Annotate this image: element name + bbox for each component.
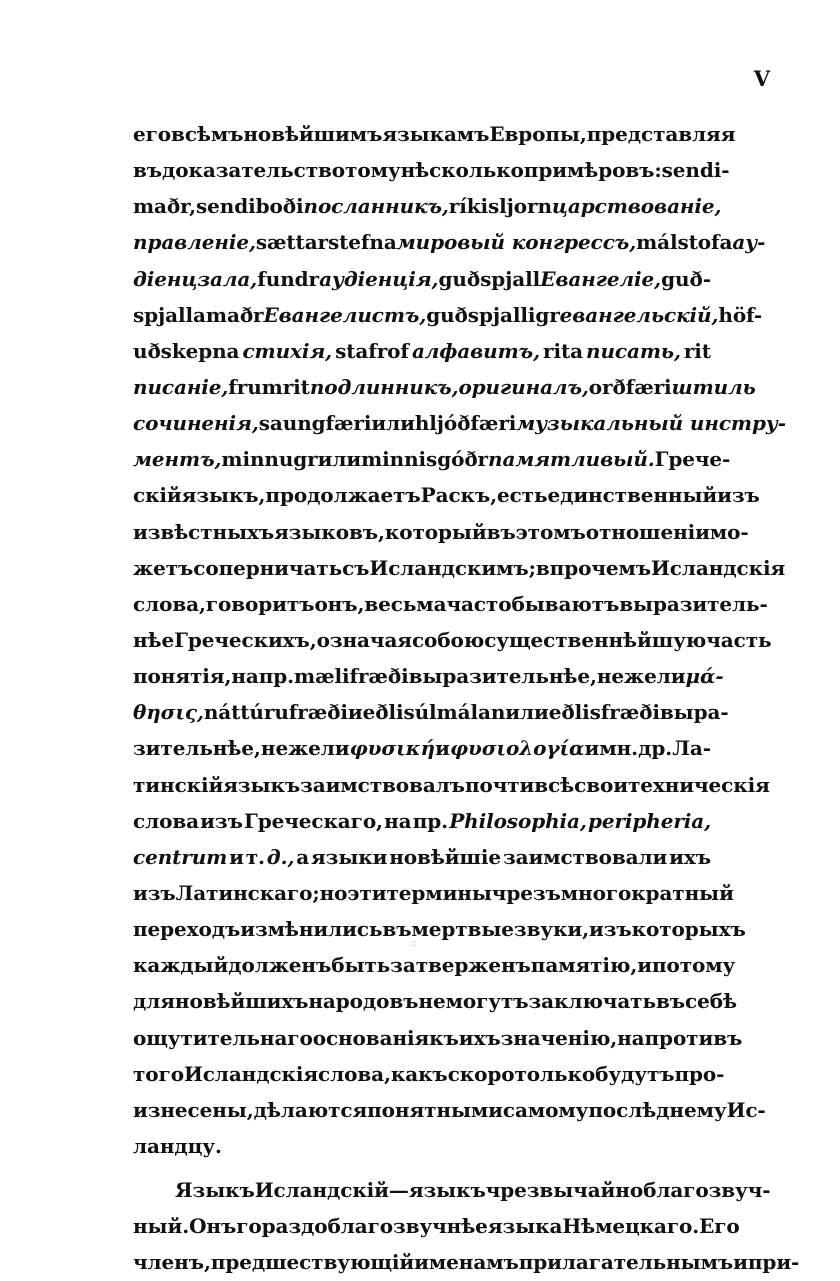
- italic-word: [350, 730, 435, 766]
- italic-text: μά-: [685, 664, 724, 689]
- italic-text: Евангелистъ,: [263, 302, 427, 327]
- print-speck: ::: [410, 938, 417, 949]
- italic-word: [449, 803, 587, 839]
- word: въ: [382, 917, 412, 942]
- italic-word: [732, 224, 765, 260]
- word: всѣмъ: [171, 122, 244, 146]
- word: и: [435, 736, 450, 761]
- italic-text: посланникъ,: [303, 194, 449, 219]
- word: его: [133, 122, 172, 146]
- word: ощутительнаго: [133, 1025, 313, 1050]
- word: значенію,: [500, 1025, 618, 1050]
- italic-word: [242, 333, 332, 369]
- word: языковъ,: [274, 519, 385, 544]
- italic-text: подлинникъ,: [309, 374, 459, 399]
- italic-text: Евангеліе,: [540, 266, 662, 291]
- italic-word: [304, 188, 449, 224]
- word: языкъ: [223, 772, 301, 797]
- word: слова,: [133, 591, 206, 616]
- word: языкъ: [408, 1178, 486, 1203]
- italic-word: [672, 369, 756, 405]
- word: только: [514, 1061, 596, 1086]
- text-line: [133, 369, 756, 405]
- word: sendiboði: [196, 194, 304, 219]
- text-line: [133, 911, 746, 947]
- text-line: [133, 839, 711, 875]
- italic-text: θησις,: [133, 700, 204, 725]
- word: техническія: [628, 772, 770, 797]
- italic-word: [588, 803, 711, 839]
- word: Грече-: [654, 447, 731, 472]
- word: Нѣмецкаго.: [562, 1214, 700, 1239]
- word: eðlisúlmálan: [362, 700, 506, 725]
- italic-word: [516, 405, 786, 441]
- word: тому: [345, 158, 401, 183]
- word: этомъ: [515, 519, 586, 544]
- word: новѣйшіе: [389, 844, 502, 869]
- word: Латинскаго;: [175, 880, 320, 905]
- word: благозвуч-: [643, 1178, 771, 1203]
- word: и: [229, 844, 244, 869]
- word: нѣе: [133, 627, 175, 652]
- word: и: [347, 700, 363, 725]
- italic-word: [586, 333, 681, 369]
- text-line: [133, 1172, 771, 1208]
- italic-word: [310, 369, 459, 405]
- word: напротивъ: [617, 1025, 743, 1050]
- text-line: [133, 514, 749, 550]
- italic-word: [264, 297, 427, 333]
- text-line: [133, 405, 786, 441]
- text-line: [133, 730, 711, 766]
- italic-text: φυσιολογία: [449, 736, 585, 761]
- word: именамъ: [414, 1250, 519, 1275]
- word: sættarstefna: [255, 230, 397, 255]
- italic-text: музыкальный инстру-: [516, 411, 786, 436]
- word: maðr,: [133, 194, 197, 219]
- word: новѣйшихъ: [174, 989, 309, 1014]
- word: náttúrufræði: [203, 700, 348, 725]
- italic-word: [133, 261, 257, 297]
- word: примѣровъ:: [523, 158, 662, 183]
- italic-text: аудіенція,: [319, 266, 439, 291]
- word: языкъ,: [181, 483, 266, 508]
- text-line: [133, 803, 711, 839]
- word: или: [505, 700, 549, 725]
- word: жетъ: [133, 555, 194, 580]
- word: въ: [486, 519, 516, 544]
- word: новѣйшимъ: [243, 122, 383, 146]
- word: извѣстныхъ: [133, 519, 275, 544]
- italic-text: штиль: [671, 374, 756, 399]
- text-line: [133, 658, 724, 694]
- italic-word: [540, 261, 661, 297]
- word: Исландскій: [254, 1178, 389, 1203]
- text-line: [133, 622, 772, 658]
- word: uðskepna: [133, 338, 240, 363]
- word: послѣднему: [588, 1097, 727, 1122]
- word: нежели: [260, 736, 350, 761]
- word: или: [371, 411, 415, 436]
- text-line: [133, 1020, 743, 1056]
- word: затверженъ: [390, 953, 531, 978]
- word: членъ,: [133, 1250, 211, 1275]
- word: выразитель-: [619, 591, 768, 616]
- body-text: [133, 116, 800, 1281]
- italic-word: [552, 188, 721, 224]
- italic-text: д.,: [266, 844, 295, 869]
- word: мо-: [709, 519, 749, 544]
- text-line: [133, 947, 736, 983]
- word: весьма: [364, 591, 447, 616]
- word: доказательство: [162, 158, 346, 183]
- word: соперничать: [193, 555, 343, 580]
- text-line: [133, 983, 737, 1019]
- italic-word: [412, 333, 540, 369]
- word: предшествующій: [210, 1250, 415, 1275]
- word: rit: [683, 338, 711, 363]
- italic-text: Philosophia,: [449, 808, 587, 833]
- italic-text: мировый конгрессъ,: [396, 230, 637, 255]
- word: прилагательнымъ: [518, 1250, 734, 1275]
- word: выра-: [659, 700, 729, 725]
- word: Его: [699, 1214, 740, 1239]
- word: бываютъ: [511, 591, 620, 616]
- italic-text: стихія,: [242, 338, 333, 363]
- word: но: [319, 880, 348, 905]
- word: онъ,: [314, 591, 365, 616]
- word: потому: [651, 953, 736, 978]
- word: rita: [543, 338, 583, 363]
- word: saungfæri: [258, 411, 372, 436]
- word: fundr: [257, 266, 319, 291]
- word: представляя: [586, 122, 736, 146]
- italic-word: [450, 730, 584, 766]
- word: Исландскимъ;: [369, 555, 536, 580]
- text-line: [133, 875, 734, 911]
- text-line: [133, 1128, 711, 1164]
- italic-word: [488, 441, 655, 477]
- word: hljóðfæri: [414, 411, 517, 436]
- word: языкамъ: [382, 122, 490, 146]
- text-line: [133, 767, 770, 803]
- word: всѣ: [534, 772, 575, 797]
- text-line: [133, 586, 768, 622]
- word: который: [384, 519, 487, 544]
- page-number: V: [753, 66, 770, 91]
- word: народовъ: [308, 989, 419, 1014]
- paragraph-gap: [133, 1164, 711, 1172]
- italic-text: царствованіе,: [551, 194, 722, 219]
- italic-text: евангельскій,: [559, 302, 719, 327]
- word: многократный: [560, 880, 734, 905]
- word: и: [584, 736, 600, 761]
- word: понятными: [367, 1097, 503, 1122]
- word: языки: [310, 844, 388, 869]
- word: т.: [245, 844, 265, 869]
- word: stafrof: [335, 338, 409, 363]
- word: ихъ: [669, 844, 711, 869]
- word: скій: [133, 483, 182, 508]
- word: sendi-: [661, 158, 730, 183]
- text-line: [133, 1092, 766, 1128]
- italic-text: алфавитъ,: [411, 338, 540, 363]
- text-line: [133, 188, 722, 224]
- word: есть: [496, 483, 548, 508]
- word: или: [317, 447, 362, 472]
- word: мертвые: [411, 917, 514, 942]
- text-line: [133, 116, 736, 152]
- word: про-: [674, 1061, 725, 1086]
- word: будутъ: [595, 1061, 675, 1086]
- word: Греческихъ,: [174, 627, 317, 652]
- word: изъ: [133, 880, 176, 905]
- word: единственный: [547, 483, 718, 508]
- italic-word: [133, 441, 221, 477]
- italic-word: [685, 658, 723, 694]
- text-line: [133, 152, 730, 188]
- italic-word: [133, 694, 204, 730]
- text-line: [133, 261, 711, 297]
- word: быть: [331, 953, 391, 978]
- word: изнесены,: [133, 1097, 254, 1122]
- word: того: [133, 1061, 184, 1086]
- word: ихъ: [458, 1025, 501, 1050]
- italic-text: діенцзала,: [133, 266, 258, 291]
- word: minnugr: [221, 447, 318, 472]
- italic-word: [458, 369, 588, 405]
- word: guðspjall: [438, 266, 541, 291]
- word: къ: [429, 1025, 459, 1050]
- italic-word: [133, 369, 228, 405]
- word: свои: [574, 772, 628, 797]
- word: —: [388, 1178, 409, 1203]
- word: чрезвычайно: [485, 1178, 644, 1203]
- text-line: [133, 333, 711, 369]
- word: Раскъ,: [420, 483, 497, 508]
- italic-text: peripheria,: [587, 808, 711, 833]
- italic-text: правленіе,: [133, 230, 256, 255]
- word: существеннѣйшую: [484, 627, 707, 652]
- text-line: [133, 441, 731, 477]
- word: Ла-: [672, 736, 711, 761]
- word: почти: [464, 772, 535, 797]
- word: которыхъ: [631, 917, 746, 942]
- word: могутъ: [445, 989, 529, 1014]
- word: благозвучнѣе: [327, 1214, 488, 1239]
- text-line: [133, 1244, 800, 1280]
- word: guð-: [661, 266, 711, 291]
- italic-word: [319, 261, 438, 297]
- text-line: [133, 550, 786, 586]
- italic-word: [133, 405, 259, 441]
- word: заключать: [528, 989, 656, 1014]
- word: самому: [502, 1097, 589, 1122]
- italic-text: φυσική: [349, 736, 435, 761]
- word: на: [231, 664, 259, 689]
- italic-word: [133, 224, 256, 260]
- word: пр.: [412, 808, 448, 833]
- word: мн.: [599, 736, 639, 761]
- text-line: [133, 694, 729, 730]
- word: нѣсколько: [400, 158, 524, 183]
- word: слова: [133, 808, 199, 833]
- word: Европы,: [489, 122, 587, 146]
- word: eðlisfræði: [548, 700, 660, 725]
- word: въ: [133, 158, 163, 183]
- italic-text: оригиналъ,: [458, 374, 589, 399]
- italic-text: писать,: [586, 338, 681, 363]
- word: какъ: [390, 1061, 448, 1086]
- italic-text: памятливый.: [488, 447, 655, 472]
- italic-word: [560, 297, 719, 333]
- word: Языкъ: [175, 1178, 255, 1203]
- word: слова,: [318, 1061, 391, 1086]
- word: изъ: [589, 917, 632, 942]
- word: заимствовали: [502, 844, 668, 869]
- word: говоритъ: [205, 591, 315, 616]
- word: для: [133, 989, 175, 1014]
- word: скоро: [447, 1061, 515, 1086]
- italic-word: [397, 224, 636, 260]
- word: и: [637, 953, 652, 978]
- word: понятія,: [133, 664, 232, 689]
- word: памятію,: [530, 953, 638, 978]
- word: собою: [411, 627, 485, 652]
- word: долженъ: [228, 953, 332, 978]
- word: изъ: [200, 808, 243, 833]
- word: ландцу.: [133, 1133, 222, 1158]
- text-line: [133, 1056, 725, 1092]
- word: а: [296, 844, 310, 869]
- italic-word: [267, 839, 295, 875]
- word: заимствовалъ: [300, 772, 465, 797]
- word: впрочемъ: [535, 555, 652, 580]
- word: выразительнѣе,: [408, 664, 597, 689]
- word: тинскій: [133, 772, 224, 797]
- word: отношеніи: [585, 519, 710, 544]
- word: нежели: [596, 664, 686, 689]
- word: гораздо: [236, 1214, 328, 1239]
- text-line: [133, 297, 763, 333]
- italic-text: centrum: [133, 844, 228, 869]
- word: измѣнились: [240, 917, 383, 942]
- word: въ: [655, 989, 685, 1014]
- word: часто: [446, 591, 512, 616]
- word: minnisgóðr: [361, 447, 488, 472]
- word: продолжаетъ: [265, 483, 421, 508]
- word: каждый: [133, 953, 229, 978]
- word: и: [733, 1250, 748, 1275]
- word: spjallamaðr: [133, 302, 264, 327]
- word: не: [418, 989, 446, 1014]
- word: эти: [347, 880, 387, 905]
- word: звуки,: [513, 917, 590, 942]
- word: orðfæri: [588, 374, 672, 399]
- italic-text: ментъ,: [133, 447, 222, 472]
- word: ríkisljorn: [448, 194, 552, 219]
- word: Онъ: [189, 1214, 237, 1239]
- word: Исландскія: [183, 1061, 319, 1086]
- text-line: [133, 224, 766, 260]
- word: часть: [706, 627, 772, 652]
- word: Исландскія: [651, 555, 786, 580]
- word: при-: [747, 1250, 800, 1275]
- word: переходъ: [133, 917, 241, 942]
- word: Ис-: [726, 1097, 766, 1122]
- word: málstofa: [636, 230, 733, 255]
- text-line: [133, 1208, 740, 1244]
- word: ный.: [133, 1214, 190, 1239]
- word: съ: [342, 555, 370, 580]
- italic-text: писаніе,: [133, 374, 229, 399]
- word: пр.: [258, 664, 295, 689]
- word: языка: [487, 1214, 563, 1239]
- word: основанія: [312, 1025, 430, 1050]
- word: guðspjalligr: [426, 302, 560, 327]
- word: frumrit: [228, 374, 310, 399]
- word: зительнѣе,: [133, 736, 261, 761]
- text-line: [133, 477, 760, 513]
- word: означая: [316, 627, 412, 652]
- word: чрезъ: [491, 880, 561, 905]
- word: дѣлаются: [253, 1097, 368, 1122]
- word: себѣ: [685, 989, 737, 1014]
- word: höf-: [718, 302, 763, 327]
- word: Греческаго,: [244, 808, 383, 833]
- word: термины: [386, 880, 492, 905]
- italic-word: [133, 839, 227, 875]
- word: на: [384, 808, 412, 833]
- word: изъ: [717, 483, 760, 508]
- word: mælifræði: [294, 664, 409, 689]
- italic-text: ау-: [732, 230, 766, 255]
- word: др.: [638, 736, 673, 761]
- italic-text: сочиненія,: [133, 411, 259, 436]
